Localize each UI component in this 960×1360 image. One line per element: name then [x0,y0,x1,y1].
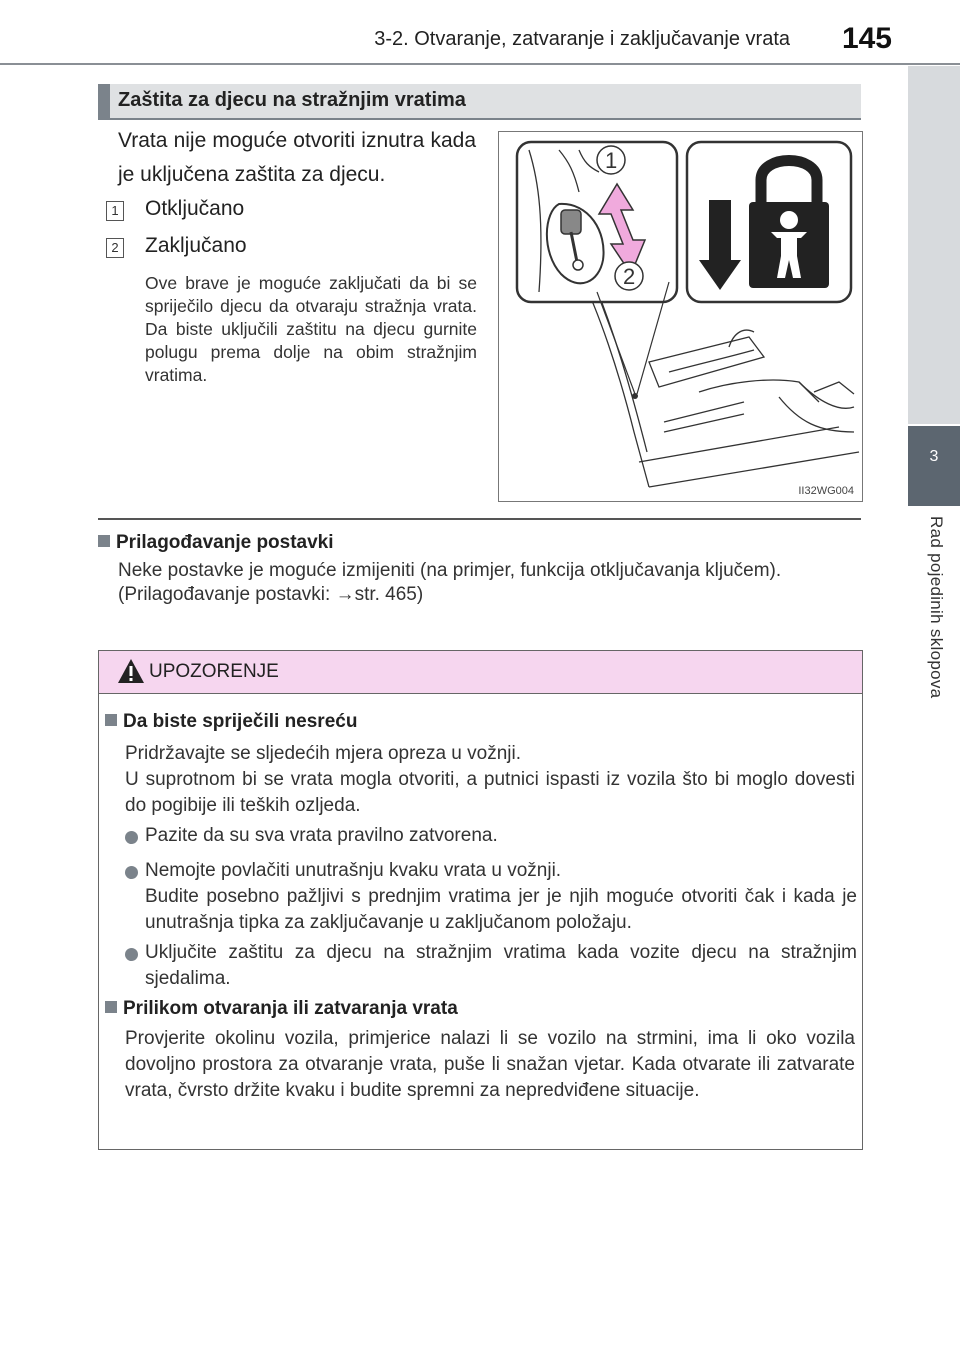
warning-text-2: Provjerite okolinu vozila, primjerice nalazi li se vozilo na strmini, ima li oko vozila dovoljno prostora za otvaranje vrata, puše li snažan vjetar. Kada otvarate ili zatvarate vrata, čvrsto držite kvaku i budite spremni za nepredviđene situacije. [125,1028,855,1101]
section-title: Zaštita za djecu na stražnjim vratima [118,89,466,111]
adjust-settings-heading [98,532,334,554]
section-intro: Vrata nije moguće otvoriti iznutra kada je uključena zaštita za djecu. [118,129,476,186]
side-tab-label-area [908,506,960,1016]
adjust-settings-line-1: Neke postavke je moguće izmijeniti (na primjer, funkcija otključavanja ključem). [118,560,782,581]
warning-subheading-1: Da biste spriječili nesreću [105,711,357,733]
warning-bullet-1: Pazite da su sva vrata pravilno zatvorena. [145,825,498,846]
round-bullet-icon [125,948,138,961]
section-heading [98,84,861,118]
warning-text-1b: U suprotnom bi se vrata mogla otvoriti, a putnici ispasti iz vozila što bi moglo dovesti do pogibije ili teških ozljeda. [125,769,855,816]
square-bullet-icon [105,714,117,726]
page-number: 145 [841,22,892,55]
child-lock-illustration [498,131,863,502]
item-number-2: 2 [106,238,124,258]
warning-title: UPOZORENJE [149,661,279,682]
warning-bullet-2: Nemojte povlačiti unutrašnju kvaku vrata u vožnji. [145,860,562,881]
section-divider [98,518,861,520]
item-number-1: 1 [106,201,124,221]
adjust-settings-line-2[interactable]: (Prilagođavanje postavki: →str. 465) [118,583,424,605]
lock-note: Ove brave je moguće zaključati da bi se spriječilo djecu da otvaraju stražnja vrata. Da biste uključili zaštitu na djecu gurnite polugu prema dolje na obim stražnjim vratima. [145,273,477,385]
warning-subheading-2: Prilikom otvaranja ili zatvaranja vrata [105,998,458,1020]
lock-lever-icon [561,210,581,234]
warning-header [99,651,862,694]
warning-box [98,650,863,1150]
figure-code: II32WG004 [798,485,854,497]
square-bullet-icon [98,535,110,547]
square-bullet-icon [105,1001,117,1013]
adjust-settings-text [118,559,858,606]
side-tab-chapter-number: 3 [929,448,939,465]
callout-2-label: 2 [623,264,636,289]
section-heading-bar [98,84,110,118]
warning-triangle-icon [117,657,145,685]
item-label-1: Otključano [145,197,245,220]
callout-1-label: 1 [605,148,618,173]
child-head-icon [780,211,798,229]
item-label-2: Zaključano [145,234,247,257]
warning-bullet-2-continued: Budite posebno pažljivi s prednjim vratima jer je njih moguće otvoriti čak i kada je unutrašnja tipka za zaključavanje u zaključanom položaju. [145,886,857,933]
section-heading-underline [98,118,861,120]
door-illustration-svg [499,132,862,501]
round-bullet-icon [125,831,138,844]
chapter-title: 3-2. Otvaranje, zatvaranje i zaključavanje vrata [374,28,790,50]
side-tab-top [908,66,960,424]
warning-bullet-3: Uključite zaštitu za djecu na stražnjim vratima kada vozite djecu na stražnjim sjedalima. [145,942,857,989]
side-tab-chapter-label: Rad pojedinih sklopova [927,516,946,699]
header-rule [0,63,960,65]
side-tab-chapter [908,426,960,506]
adjust-settings-heading-text: Prilagođavanje postavki [116,532,334,553]
warning-text-1a: Pridržavajte se sljedećih mjera opreza u vožnji. [125,743,522,764]
round-bullet-icon [125,866,138,879]
